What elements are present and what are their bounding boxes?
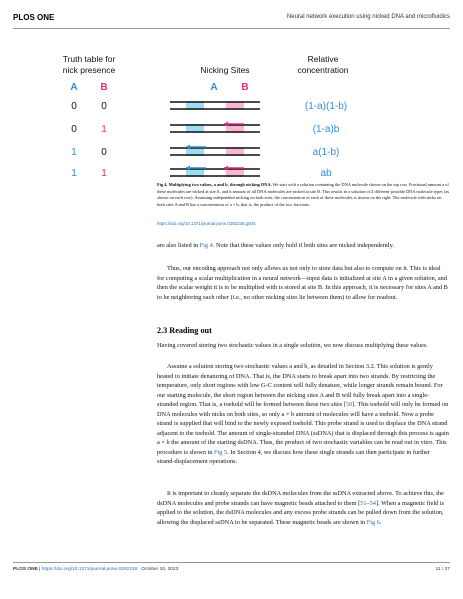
footer-separator: | bbox=[37, 567, 42, 572]
fig6-link[interactable]: Fig 6 bbox=[366, 518, 380, 526]
row1-a-value: 0 bbox=[71, 101, 77, 112]
truth-header-a: A bbox=[70, 82, 78, 93]
row1-b-value: 0 bbox=[101, 101, 107, 112]
para5-text-c: . bbox=[379, 518, 382, 526]
para5-text-b: ]. When a magnetic field is applied to the solution, the dsDNA molecules and any excess probe strands can be pulled down from the solution, allowing the displaced ssDNA to be separated. These magnetic beads are shown in bbox=[157, 499, 445, 526]
para5-text-a: It is important to cleanly separate the dsDNA molecules from the ssDNA extracted above. To achieve this, the dsDNA molecules and probe strands can have magnetic beads attached to them [ bbox=[157, 490, 444, 507]
row2-b-value: 1 bbox=[101, 124, 107, 135]
row4-concentration: ab bbox=[320, 168, 332, 177]
truth-header-b: B bbox=[100, 82, 108, 93]
paragraph-separation bbox=[157, 489, 449, 527]
page-number: 11 / 27 bbox=[435, 567, 450, 572]
ref-50-link[interactable]: 50 bbox=[345, 401, 353, 408]
paragraph-intro bbox=[157, 341, 449, 351]
row2-a-value: 0 bbox=[71, 124, 77, 135]
truth-table-title-2: nick presence bbox=[62, 65, 116, 75]
row3-b-value: 0 bbox=[101, 147, 107, 158]
figure-doi-link[interactable]: https://doi.org/10.1371/journal.pone.0292228.g004 bbox=[157, 221, 256, 226]
para5-sep: – bbox=[366, 499, 370, 507]
truth-table-title-1: Truth table for bbox=[62, 54, 116, 64]
para3-text: Having covered storing two stochastic values in a single solution, we now discuss multiplying these values. bbox=[157, 342, 428, 349]
relative-concentration-title-1: Relative bbox=[307, 54, 339, 64]
para4-text-c: . In Section 4, we discuss how these single strands can then participate in further strand-displacement operations. bbox=[157, 448, 430, 465]
paragraph-encoding bbox=[157, 264, 449, 302]
ref-54-link[interactable]: 54 bbox=[369, 499, 376, 507]
row2-dna-molecule bbox=[170, 122, 260, 134]
figure-caption bbox=[157, 182, 450, 208]
header-divider bbox=[13, 28, 450, 29]
para1-text-a: are also listed in bbox=[157, 242, 200, 249]
caption-text: We start with a solution containing the DNA molecule shown on the top row. Fractional amount a of these molecules are nicked at site A, and b amount of all DNA molecules are nicked at site B. This results in a solution of 4 different possible DNA molecule types (as shown on each row). Assuming independent nicking on both sites, the concentration of each of these molecules is shown on the right. The molecule with nicks on both sites A and B has a concentration of a × b, that is, the product of the two fractions. bbox=[157, 182, 450, 207]
row1-dna-molecule bbox=[170, 101, 260, 110]
row3-dna-molecule bbox=[170, 145, 260, 157]
page-footer bbox=[13, 567, 178, 572]
row4-b-value: 1 bbox=[101, 168, 107, 177]
para2-text: Thus, our encoding approach not only allows us not only to store data but also to compute on it. This is ideal for computing a scalar multiplication in a neural network—input data is initialized at site A in a given solution, and then the scalar weight it is to be multiplied with is stored at site B. In this approach, it is necessary for sites A and B to be neighboring each other (i.e., no other nicking sites lie between them) to allow for readout. bbox=[157, 265, 448, 301]
paragraph-readout bbox=[157, 362, 449, 467]
footer-journal: PLOS ONE bbox=[13, 567, 38, 572]
footer-doi-link[interactable]: https://doi.org/10.1371/journal.pone.0292228 bbox=[41, 567, 138, 572]
figure-4 bbox=[62, 52, 362, 177]
ref-51-link[interactable]: 51 bbox=[360, 499, 367, 507]
site-header-b: B bbox=[241, 82, 249, 93]
site-header-a: A bbox=[210, 82, 218, 93]
para1-text-b: . Note that these values only hold if both sites are nicked independently. bbox=[212, 242, 394, 249]
row4-dna-molecule bbox=[170, 166, 260, 178]
row3-a-value: 1 bbox=[71, 147, 77, 158]
row3-concentration: a(1-b) bbox=[312, 147, 340, 158]
fig5-link[interactable]: Fig 5 bbox=[214, 448, 228, 456]
para4-text-b: ]. This toehold will only be formed on DNA molecules with nicks on both sites, so only a × b amount of molecules will have a toehold. Now a probe strand is supplied that will bind to the newly exposed toehold. This probe strand is used to displace the DNA strand adjacent to the toehold. The amount of single-stranded DNA (ssDNA) that is displaced through this process is again a × b the amount of the starting dsDNA. Thus, the product of two stochastic variables can be read out in vitro. This procedure is shown in bbox=[157, 401, 449, 456]
row4-a-value: 1 bbox=[71, 168, 77, 177]
nicking-sites-title: Nicking Sites bbox=[200, 65, 250, 75]
footer-divider bbox=[13, 562, 450, 563]
caption-label: Fig 4. Multiplying two values, a and b, through nicking DNA. bbox=[157, 182, 272, 187]
row2-concentration: (1-a)b bbox=[312, 124, 340, 135]
running-title: Neural network execution using nicked DNA and microfluidics bbox=[286, 14, 450, 20]
journal-name: PLOS ONE bbox=[13, 13, 55, 22]
paragraph-continued bbox=[157, 241, 449, 251]
fig4-link[interactable]: Fig 4 bbox=[199, 242, 213, 249]
relative-concentration-title-2: concentration bbox=[297, 65, 349, 75]
para4-text-a: Assume a solution storing two stochastic values a and b, as detailed in Section 3.2. This solution is gently heated to initiate denaturing of DNA. That is, the DNA starts to break apart into two strands. By restricting the temperature, only short regions with low G-C content will fully denature, while longer strands remain bound. For our starting molecule, the short region between the nicking sites A and B will fully break apart into a single-stranded region. That is, a toehold will be formed between these two sites [ bbox=[157, 363, 443, 408]
section-heading: 2.3 Reading out bbox=[157, 326, 212, 335]
row1-concentration: (1-a)(1-b) bbox=[304, 101, 348, 112]
footer-date: October 10, 2023 bbox=[141, 567, 179, 572]
